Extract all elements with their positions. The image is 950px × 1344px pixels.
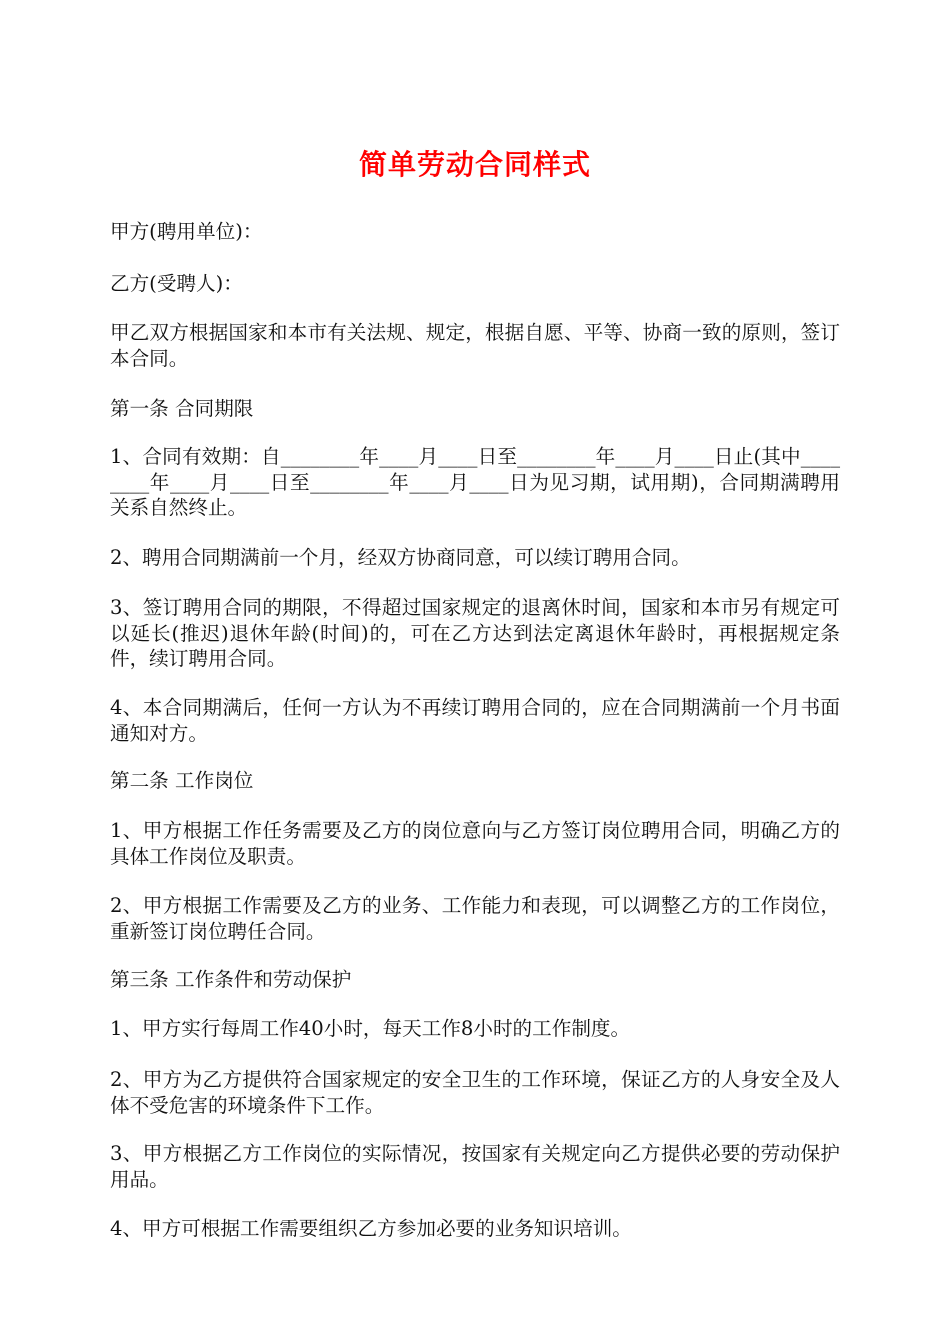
article-1-clause-4: 4、本合同期满后，任何一方认为不再续订聘用合同的，应在合同期满前一个月书面通知对方。 — [110, 696, 840, 745]
article-3-clause-4: 4、甲方可根据工作需要组织乙方参加必要的业务知识培训。 — [110, 1217, 632, 1240]
article-3-heading: 第三条 工作条件和劳动保护 — [110, 968, 352, 991]
article-3-clause-3: 3、甲方根据乙方工作岗位的实际情况，按国家有关规定向乙方提供必要的劳动保护用品。 — [110, 1142, 840, 1191]
article-2-heading: 第二条 工作岗位 — [110, 769, 254, 792]
article-3-clause-2: 2、甲方为乙方提供符合国家规定的安全卫生的工作环境，保证乙方的人身安全及人体不受危害的环境条件下工作。 — [110, 1068, 840, 1117]
article-1-clause-2: 2、聘用合同期满前一个月，经双方协商同意，可以续订聘用合同。 — [110, 546, 691, 569]
article-2-clause-1: 1、甲方根据工作任务需要及乙方的岗位意向与乙方签订岗位聘用合同，明确乙方的具体工作岗位及职责。 — [110, 819, 840, 868]
article-2-clause-2: 2、甲方根据工作需要及乙方的业务、工作能力和表现，可以调整乙方的工作岗位，重新签订岗位聘任合同。 — [110, 894, 840, 943]
article-1-clause-3: 3、签订聘用合同的期限，不得超过国家规定的退离休时间，国家和本市另有规定可以延长(推迟)退休年龄(时间)的，可在乙方达到法定离退休年龄时，再根据规定条件，续订聘用合同。 — [110, 596, 840, 670]
intro-paragraph: 甲乙双方根据国家和本市有关法规、规定，根据自愿、平等、协商一致的原则，签订本合同。 — [110, 321, 840, 370]
party-b-line: 乙方(受聘人)： — [110, 272, 243, 295]
party-a-line: 甲方(聘用单位)： — [110, 220, 263, 243]
document-title: 简单劳动合同样式 — [358, 147, 591, 181]
article-1-clause-1: 1、合同有效期：自________年____月____日至________年____月____日止(其中________年____月____日至________年____月____日为见习期，试用期)，合同期满聘用关系自然终止。 — [110, 445, 840, 519]
article-1-heading: 第一条 合同期限 — [110, 397, 254, 420]
article-3-clause-1: 1、甲方实行每周工作40小时，每天工作8小时的工作制度。 — [110, 1017, 631, 1040]
